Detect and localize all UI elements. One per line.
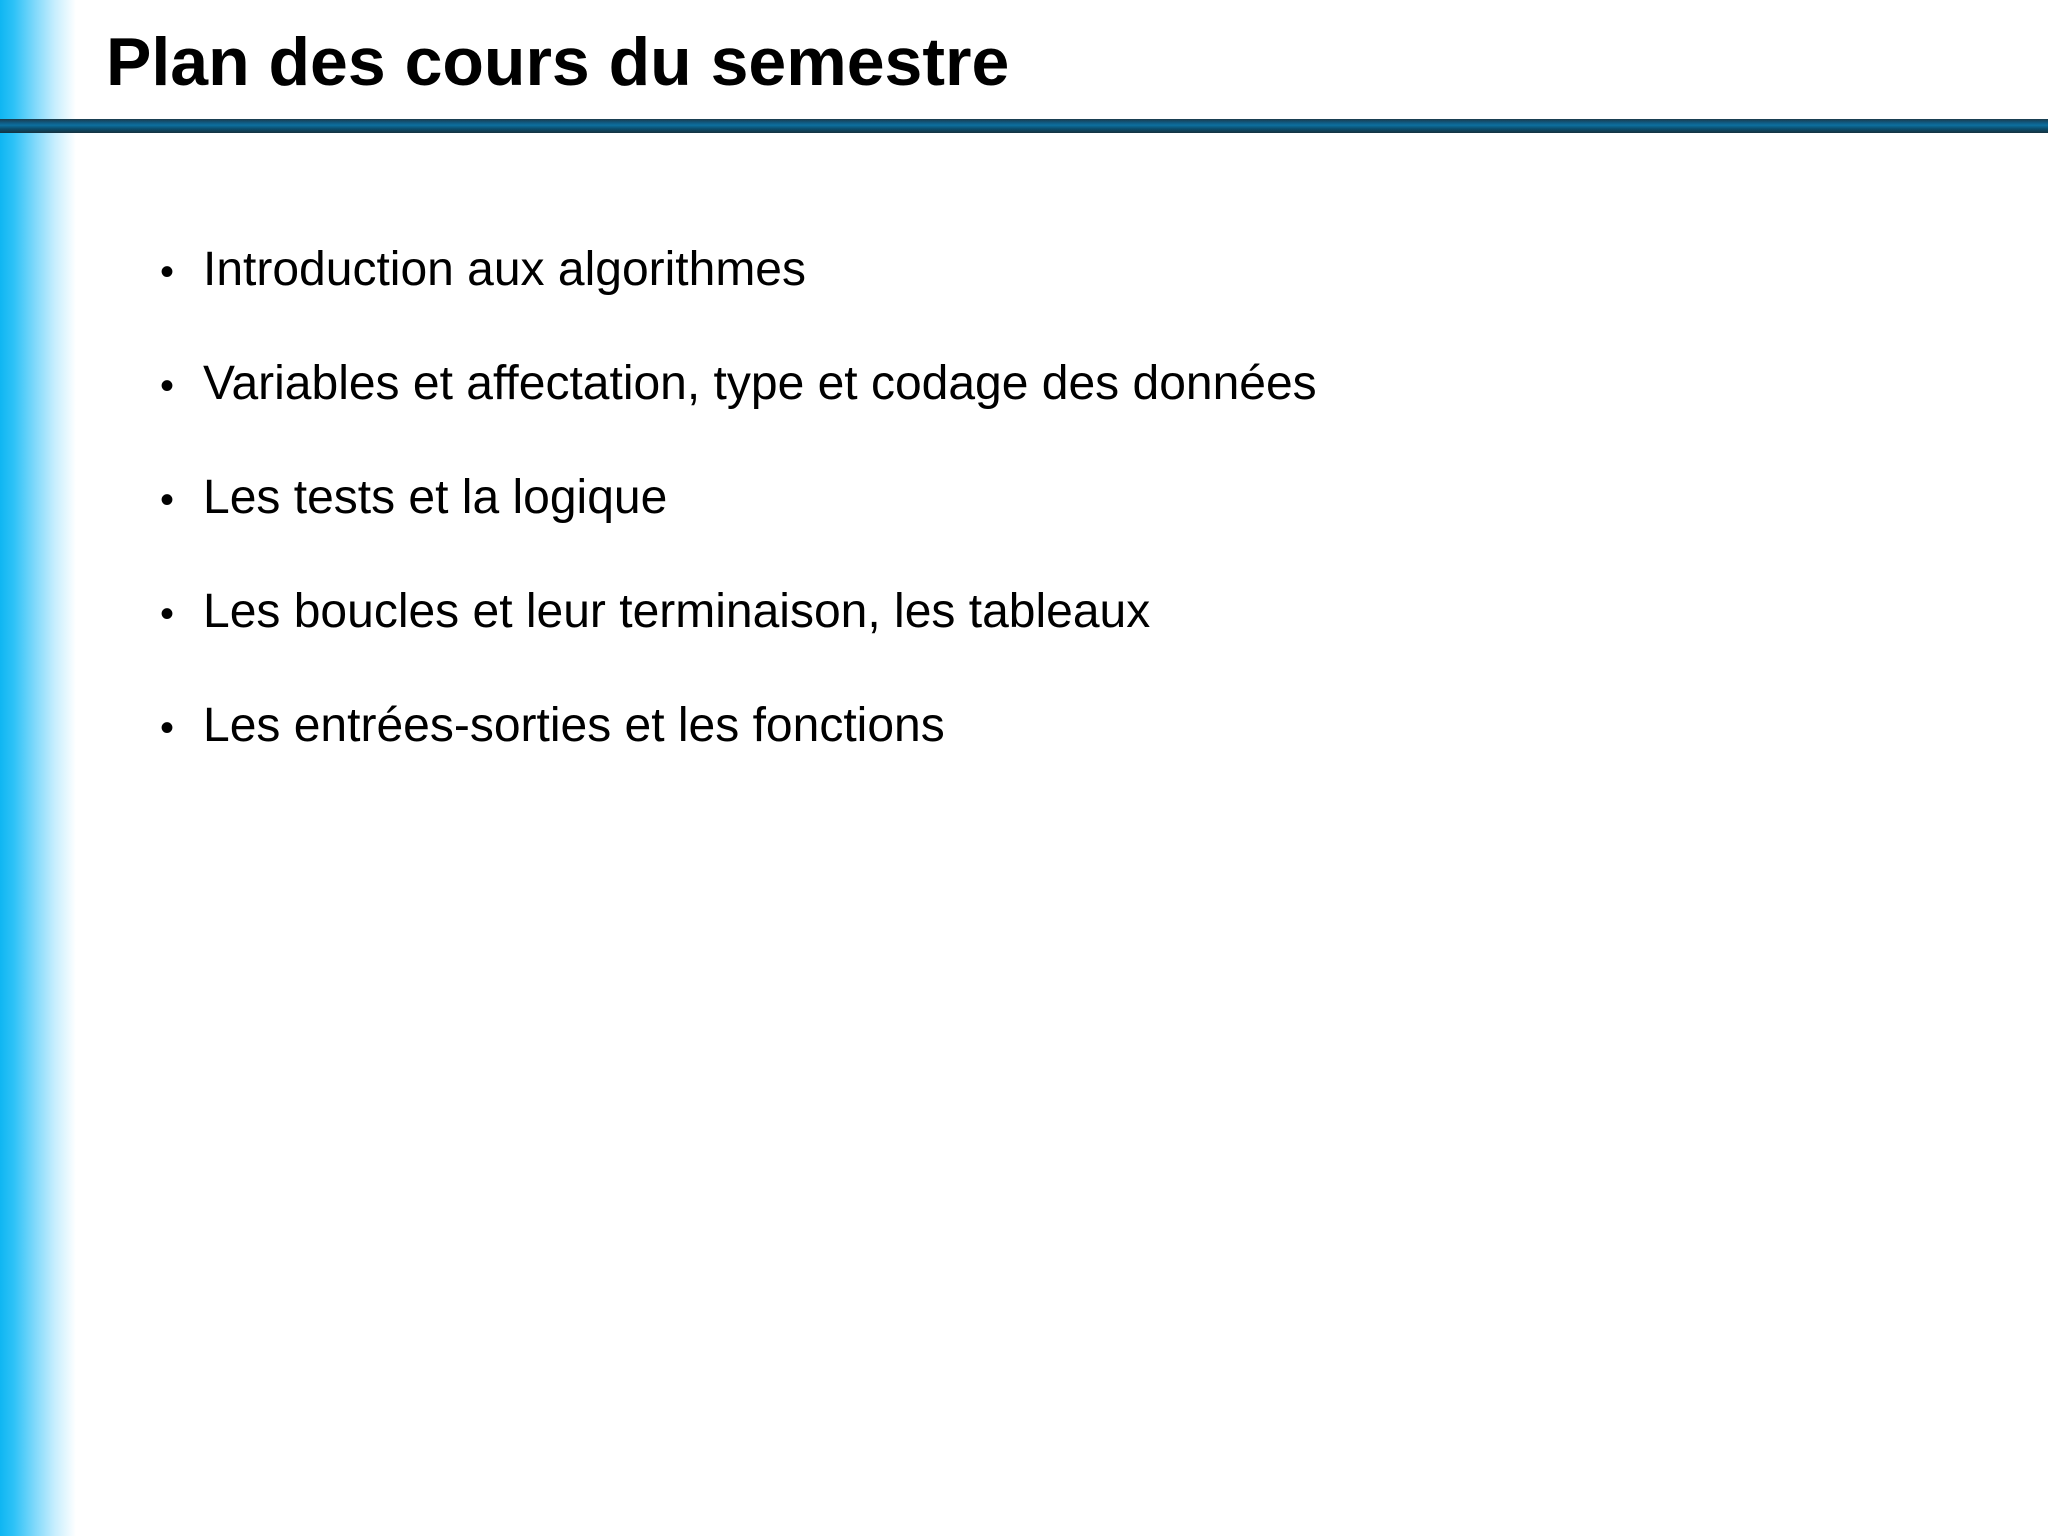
title-divider xyxy=(0,119,2048,133)
bullet-icon: • xyxy=(160,364,175,408)
bullet-icon: • xyxy=(160,478,175,522)
bullet-item xyxy=(160,576,1317,650)
bullet-icon: • xyxy=(160,706,175,750)
bullet-item xyxy=(160,690,1317,764)
bullet-text: Les entrées-sorties et les fonctions xyxy=(203,699,945,752)
left-gradient-bar xyxy=(0,0,76,1536)
bullet-icon: • xyxy=(160,592,175,636)
bullet-text: Les tests et la logique xyxy=(203,471,668,524)
bullet-text: Les boucles et leur terminaison, les tableaux xyxy=(203,585,1151,638)
bullet-item xyxy=(160,234,1317,308)
bullet-text: Variables et affectation, type et codage des données xyxy=(203,357,1317,410)
bullet-item xyxy=(160,348,1317,422)
bullet-icon: • xyxy=(160,250,175,294)
bullet-list xyxy=(160,234,1317,804)
bullet-text: Introduction aux algorithmes xyxy=(203,243,806,296)
slide-title: Plan des cours du semestre xyxy=(106,24,1010,100)
bullet-item xyxy=(160,462,1317,536)
